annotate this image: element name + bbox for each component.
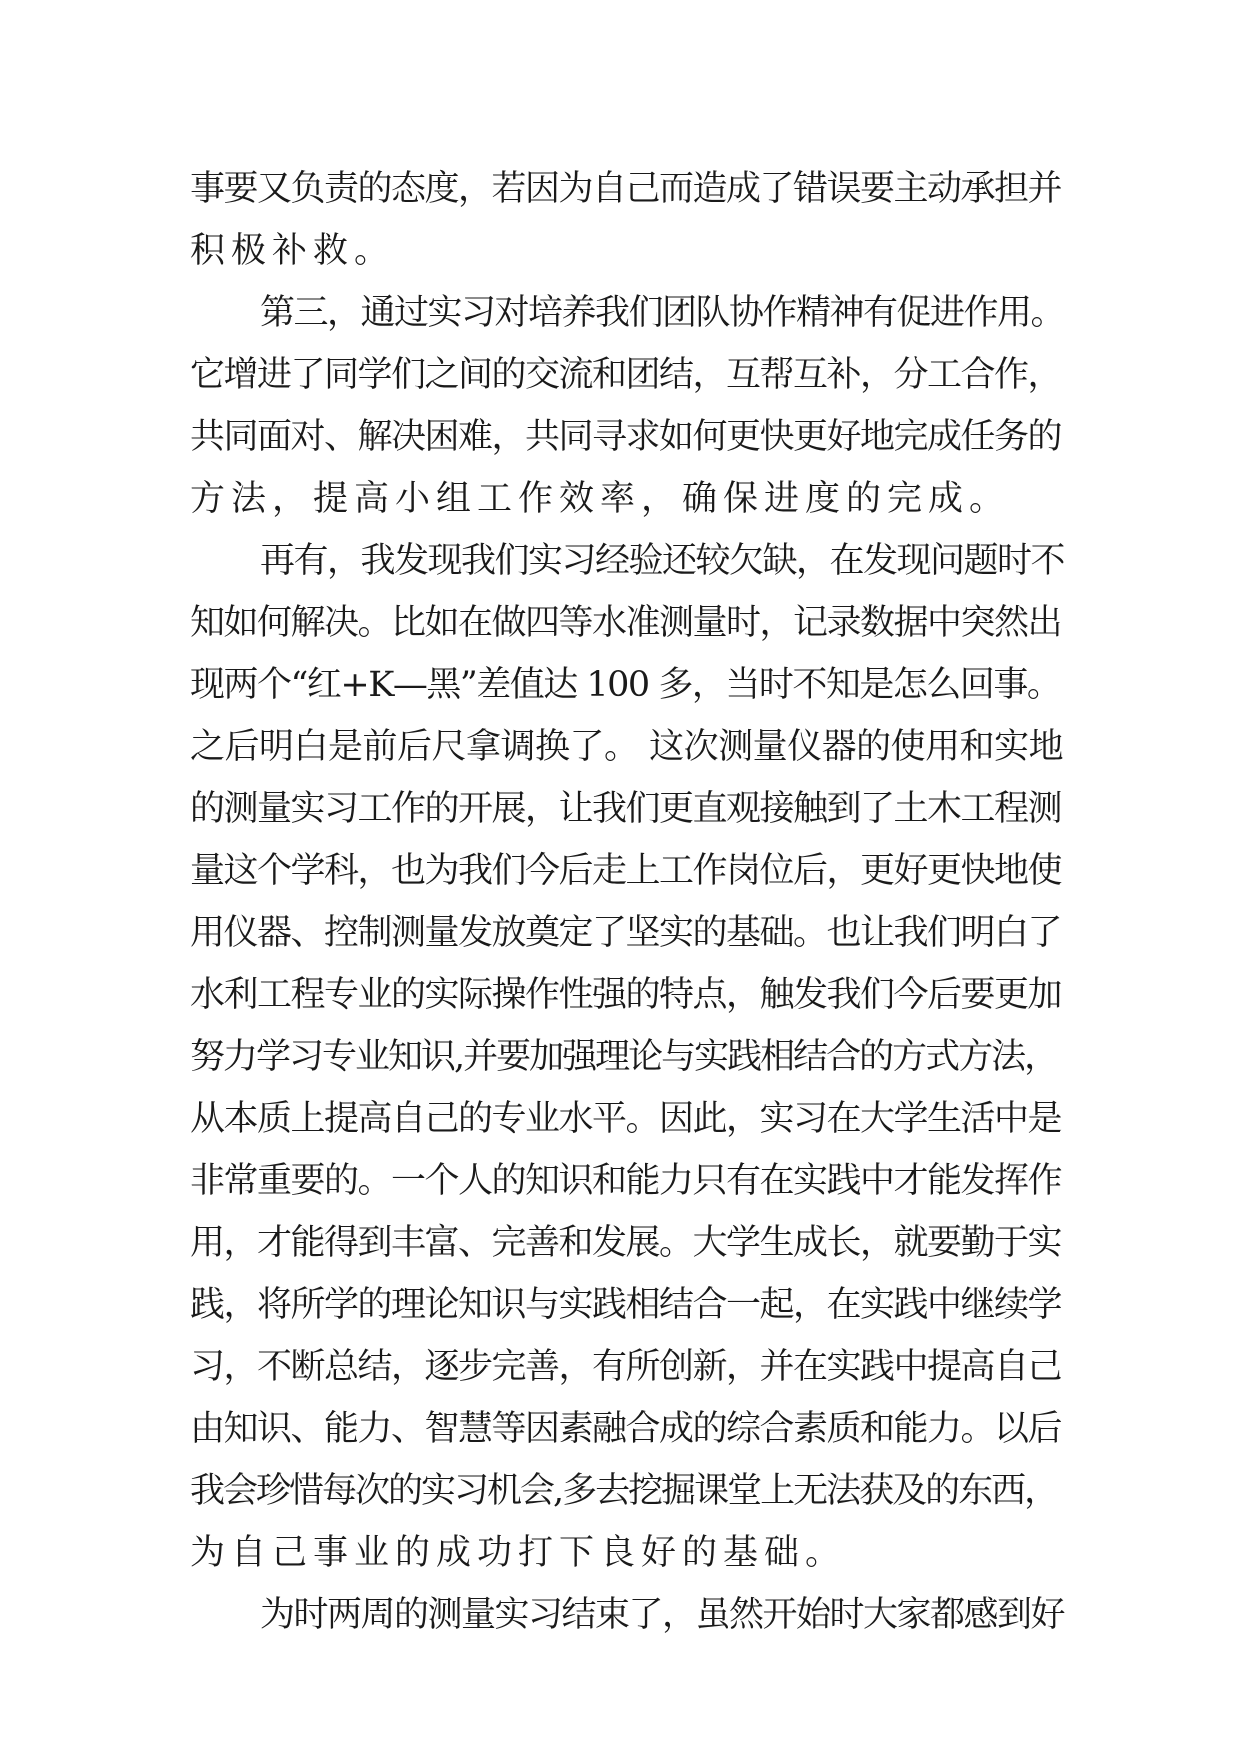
text-line: 非常重要的。一个人的知识和能力只有在实践中才能发挥作 bbox=[190, 1161, 1062, 1201]
text-line: 积极补救。 bbox=[190, 231, 396, 271]
text-line: 从本质上提高自己的专业水平。因此，实习在大学生活中是 bbox=[190, 1099, 1062, 1139]
text-line: 我会珍惜每次的实习机会,多去挖掘课堂上无法获及的东西， bbox=[190, 1471, 1058, 1511]
text-line: 用，才能得到丰富、完善和发展。大学生成长，就要勤于实 bbox=[190, 1223, 1062, 1263]
text-line: 努力学习专业知识,并要加强理论与实践相结合的方式方法， bbox=[190, 1037, 1058, 1077]
text-line: 用仪器、控制测量发放奠定了坚实的基础。也让我们明白了 bbox=[190, 913, 1062, 953]
text-line: 再有，我发现我们实习经验还较欠缺，在发现问题时不 bbox=[260, 541, 1065, 581]
text-line: 为自己事业的成功打下良好的基础。 bbox=[190, 1533, 847, 1573]
text-line: 它增进了同学们之间的交流和团结，互帮互补，分工合作， bbox=[190, 355, 1062, 395]
text-line: 方法，提高小组工作效率，确保进度的完成。 bbox=[190, 479, 1011, 519]
text-line: 第三，通过实习对培养我们团队协作精神有促进作用。 bbox=[260, 293, 1065, 333]
text-line: 共同面对、解决困难，共同寻求如何更快更好地完成任务的 bbox=[190, 417, 1062, 457]
text-line: 水利工程专业的实际操作性强的特点，触发我们今后要更加 bbox=[190, 975, 1062, 1015]
text-line: 量这个学科，也为我们今后走上工作岗位后，更好更快地使 bbox=[190, 851, 1062, 891]
text-line: 习，不断总结，逐步完善，有所创新，并在实践中提高自己 bbox=[190, 1347, 1062, 1387]
text-line: 之后明白是前后尺拿调换了。 这次测量仪器的使用和实地 bbox=[190, 727, 1064, 767]
text-line: 的测量实习工作的开展，让我们更直观接触到了土木工程测 bbox=[190, 789, 1062, 829]
text-line: 知如何解决。比如在做四等水准测量时，记录数据中突然出 bbox=[190, 603, 1062, 643]
text-line: 为时两周的测量实习结束了，虽然开始时大家都感到好 bbox=[260, 1595, 1065, 1635]
text-line: 事要又负责的态度，若因为自己而造成了错误要主动承担并 bbox=[190, 169, 1062, 209]
text-line: 践，将所学的理论知识与实践相结合一起，在实践中继续学 bbox=[190, 1285, 1062, 1325]
body-text bbox=[190, 158, 1070, 1646]
text-line: 由知识、能力、智慧等因素融合成的综合素质和能力。以后 bbox=[190, 1409, 1062, 1449]
text-line: 现两个“红+K—黑”差值达 100 多，当时不知是怎么回事。 bbox=[190, 665, 1061, 705]
